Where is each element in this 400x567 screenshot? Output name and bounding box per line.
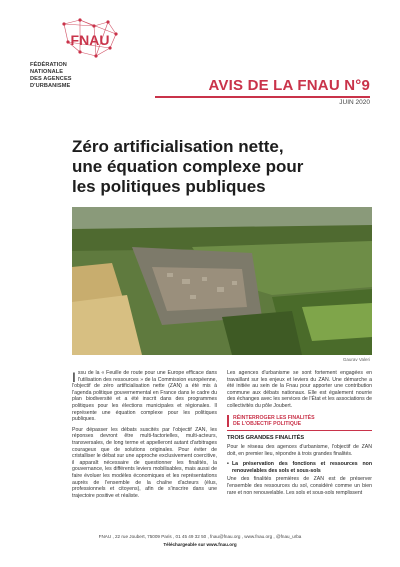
footer-download-link[interactable]: Téléchargeable sur www.fnau.org <box>163 542 237 547</box>
title-line: les politiques publiques <box>72 177 266 196</box>
body-paragraph: Pour dépasser les débats suscités par l'objectif ZAN, les réponses devront être multi-factorielles, multi-acteurs, transversales, de long terme et appelleront autant d'arbitrages courageux que de solutions originales. Pour éviter de cristalliser le débat sur une approche exclusivement coercitive, il apparaît nécessaire de questionner les finalités, la gouvernance, les différents leviers mobilisables, mais aussi de faire évoluer les modèles économiques et les représentations auprès de l'ensemble de la chaîne d'acteurs (élus, professionnels et citoyens), afin de s'inscrire dans une trajectoire positive et réaliste. <box>72 426 217 499</box>
page-title <box>72 137 372 197</box>
body-column-right <box>227 370 372 500</box>
title-line: Zéro artificialisation nette, <box>72 137 284 156</box>
section-heading-line: DE L'OBJECTIF POLITIQUE <box>233 420 302 427</box>
avis-title: AVIS DE LA FNAU N°9 <box>208 77 370 94</box>
logo-letters: FNAU <box>70 32 110 48</box>
logo-org-line: D'URBANISME <box>30 83 71 89</box>
section-heading-line: RÉINTERROGER LES FINALITÉS <box>233 414 315 421</box>
logo-org-name <box>30 62 120 90</box>
footer <box>30 533 370 549</box>
fnau-logo <box>30 18 120 88</box>
footer-contact: FNAU , 22 rue Joubert, 75009 Paris , 01 45 49 32 50 , fnau@fnau.org , www.fnau.org , @fnau_urba <box>98 534 302 539</box>
body-paragraph: Pour le réseau des agences d'urbanisme, l'objectif de ZAN doit, en premier lieu, répondre à trois grandes finalités. <box>227 443 372 457</box>
photo-credit: Gaurav Valeri <box>342 357 370 362</box>
body-column-left <box>72 370 217 503</box>
network-logo-icon <box>60 18 120 62</box>
intro-paragraph <box>72 370 217 423</box>
sub-heading: TROIS GRANDES FINALITÉS <box>227 435 305 442</box>
section-heading <box>227 415 372 428</box>
title-line: une équation complexe pour <box>72 157 304 176</box>
logo-org-line: FÉDÉRATION <box>30 62 67 68</box>
logo-org-line: NATIONALE <box>30 69 64 75</box>
logo-org-line: DES AGENCES <box>30 76 72 82</box>
publication-date: JUIN 2020 <box>339 99 370 106</box>
section-divider <box>227 430 372 431</box>
header-divider <box>155 96 370 98</box>
aerial-landscape-photo <box>72 207 372 355</box>
drop-cap: I <box>72 369 76 385</box>
body-paragraph: Les agences d'urbanisme se sont fortement engagées en travaillant sur les enjeux et leviers du ZAN. Une démarche a été initiée au sein de la Fnau pour apporter une contribution commune aux débats nationaux. Elle est également nourrie des échanges avec les services de l'État et les associations de collectivités du pôle Joubert. <box>227 370 372 409</box>
body-paragraph: Une des finalités premières de ZAN est de préserver l'ensemble des ressources du sol, considéré comme un bien rare et non renouvelable. Les sols et sous-sols remplissent <box>227 476 372 496</box>
bullet-heading: • La préservation des fonctions et ressources non renouvelables des sols et sous-sols <box>227 461 372 474</box>
intro-text: ssu de la « Feuille de route pour une Europe efficace dans l'utilisation des ressources » de la Commission européenne, l'objectif de zéro artificialisation nette (ZAN) a été mis à l'agenda politique gouvernemental en France dans le cadre du plan biodiversité et a été inscrit dans des programmes politiques pour les élections municipales et régionales. Il représente une équation complexe pour les politiques publiques. <box>72 370 217 423</box>
